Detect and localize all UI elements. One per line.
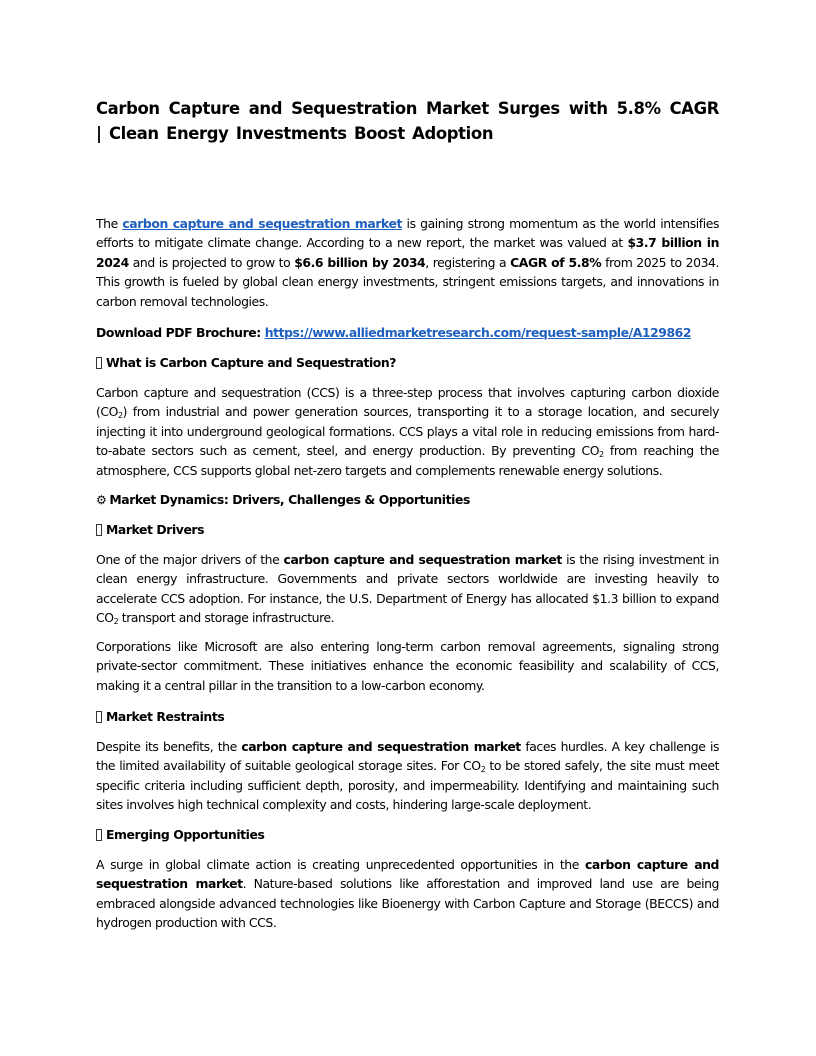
intro-text: and is projected to grow to	[128, 254, 295, 270]
paragraph-text: One of the major drivers of the	[96, 552, 284, 567]
missing-glyph-icon	[96, 357, 102, 369]
market-value-2024: $3.7 billion in 2024	[96, 235, 719, 270]
paragraph-text: A surge in global climate action is creating unprecedented opportunities in the	[96, 857, 585, 872]
market-value-2034: $6.6 billion by 2034	[294, 254, 426, 270]
bold-keyword: carbon capture and sequestration market	[96, 857, 719, 892]
paragraph-text: to be stored safely, the site must meet specific criteria including sufficient depth, porosity, and impermeability. Identifying and maintaining such sites involves high technical complexity and costs, hindering large-scale deployment.	[96, 758, 720, 813]
section-heading-restraints	[96, 707, 224, 726]
section-heading-what-is	[96, 353, 396, 372]
intro-text: from 2025 to 2034. This growth is fueled by global clean energy investments, stringent emissions targets, and innovations in carbon removal technologies.	[96, 254, 720, 309]
paragraph-text: ) from industrial and power generation sources, transporting it to a storage location, and securely injecting it into underground geological formations. CCS plays a vital role in reducing emissions from hard-to-abate sectors such as cement, steel, and energy production. By preventing CO	[96, 404, 719, 459]
drivers-paragraph-1	[96, 550, 719, 628]
intro-text: is gaining strong momentum as the world intensifies efforts to mitigate climate change. According to a new report, the market was valued at	[96, 216, 720, 251]
missing-glyph-icon	[96, 711, 102, 723]
paragraph-text: transport and storage infrastructure.	[118, 610, 335, 626]
intro-paragraph	[96, 214, 719, 311]
paragraph-text: from reaching the atmosphere, CCS supports global net-zero targets and complements renewable energy solutions.	[96, 443, 719, 478]
paragraph-text: . Nature-based solutions like afforestation and improved land use are being embraced alongside advanced technologies like Bioenergy with Carbon Capture and Storage (BECCS) and hydrogen production with CCS.	[96, 876, 719, 931]
heading-text: Market Dynamics: Drivers, Challenges & Opportunities	[109, 492, 470, 507]
subscript: 2	[113, 617, 119, 627]
section-heading-drivers	[96, 520, 204, 539]
brochure-line	[96, 323, 719, 342]
missing-glyph-icon	[96, 524, 102, 536]
missing-glyph-icon	[96, 829, 102, 841]
opportunities-paragraph	[96, 855, 719, 933]
brochure-link[interactable]: https://www.alliedmarketresearch.com/request-sample/A129862	[264, 325, 692, 340]
restraints-paragraph	[96, 737, 719, 815]
subscript: 2	[599, 450, 604, 460]
document-page	[96, 96, 719, 146]
section-heading-opportunities	[96, 825, 264, 844]
gear-icon: ⚙	[96, 493, 107, 507]
paragraph-text: is the rising investment in clean energy infrastructure. Governments and private sectors worldwide are investing heavily to accelerate CCS adoption. For instance, the U.S. Department of Energy has allocated $1.3 billion to expand CO	[96, 552, 719, 626]
document-title: Carbon Capture and Sequestration Market Surges with 5.8% CAGR | Clean Energy Investments Boost Adoption	[96, 99, 719, 143]
heading-text: Market Restraints	[106, 709, 225, 724]
intro-prefix: The	[96, 216, 123, 231]
subscript: 2	[117, 411, 123, 421]
cagr-value: CAGR of 5.8%	[510, 254, 602, 270]
drivers-paragraph-2	[96, 637, 719, 695]
bold-keyword: carbon capture and sequestration market	[283, 552, 562, 567]
intro-text: , registering a	[425, 254, 511, 270]
brochure-label: Download PDF Brochure:	[96, 325, 265, 340]
section-heading-dynamics	[96, 490, 470, 510]
paragraph-text: Despite its benefits, the	[96, 739, 242, 754]
paragraph-text: Carbon capture and sequestration (CCS) is a three-step process that involves capturing carbon dioxide (CO	[96, 385, 719, 420]
what-is-paragraph	[96, 383, 719, 480]
market-link[interactable]: carbon capture and sequestration market	[122, 216, 402, 231]
subscript: 2	[480, 765, 486, 775]
paragraph-text: Corporations like Microsoft are also entering long-term carbon removal agreements, signaling strong private-sector commitment. These initiatives enhance the economic feasibility and scalability of CCS, making it a central pillar in the transition to a low-carbon economy.	[96, 639, 719, 693]
heading-text: What is Carbon Capture and Sequestration?	[106, 355, 397, 370]
bold-keyword: carbon capture and sequestration market	[241, 739, 521, 754]
heading-text: Emerging Opportunities	[106, 827, 265, 842]
paragraph-text: faces hurdles. A key challenge is the limited availability of suitable geological storage sites. For CO	[96, 739, 720, 774]
heading-text: Market Drivers	[106, 522, 205, 537]
